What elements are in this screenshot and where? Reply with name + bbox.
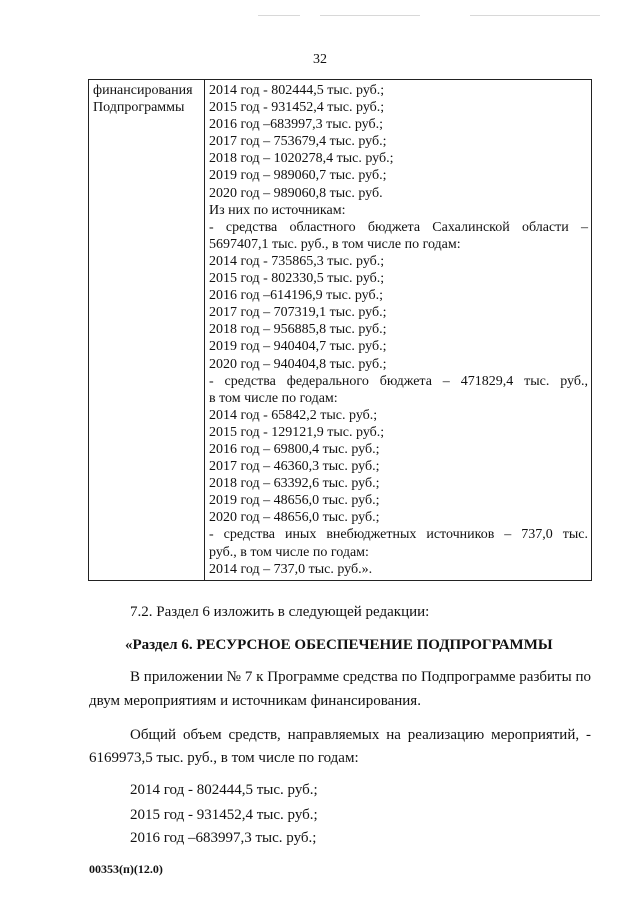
table-label-cell — [89, 80, 205, 581]
value-line: - средства федерального бюджета – 471829,4 тыс. руб., — [209, 373, 588, 389]
year-amount-line: 2016 год –683997,3 тыс. руб.; — [130, 830, 317, 846]
label-line: Подпрограммы — [93, 100, 185, 116]
value-line: 2017 год – 753679,4 тыс. руб.; — [209, 134, 387, 150]
value-line: 2017 год – 46360,3 тыс. руб.; — [209, 459, 380, 475]
value-line: 2017 год – 707319,1 тыс. руб.; — [209, 305, 387, 321]
page-number: 32 — [313, 52, 327, 67]
year-amount-line: 2014 год - 802444,5 тыс. руб.; — [130, 782, 318, 798]
value-line: - средства иных внебюджетных источников – 737,0 тыс. — [209, 527, 588, 543]
value-line: 2015 год - 931452,4 тыс. руб.; — [209, 100, 385, 116]
value-line: 5697407,1 тыс. руб., в том числе по годам: — [209, 236, 461, 252]
paragraph-line: двум мероприятиям и источникам финансирования. — [89, 693, 421, 709]
value-line: 2016 год – 69800,4 тыс. руб.; — [209, 441, 380, 457]
value-line: 2019 год – 940404,7 тыс. руб.; — [209, 339, 387, 355]
scan-artifact-line — [320, 15, 420, 16]
paragraph-line: Общий объем средств, направляемых на реализацию мероприятий, - — [130, 727, 591, 743]
value-line: в том числе по годам: — [209, 390, 338, 406]
value-line: - средства областного бюджета Сахалинской области – — [209, 219, 588, 235]
paragraph-line: В приложении № 7 к Программе средства по Подпрограмме разбиты по — [130, 669, 591, 685]
value-line: 2020 год – 940404,8 тыс. руб.; — [209, 356, 387, 372]
paragraph-line: 6169973,5 тыс. руб., в том числе по годам: — [89, 750, 359, 766]
value-line: 2014 год - 65842,2 тыс. руб.; — [209, 407, 378, 423]
value-line: 2020 год – 989060,8 тыс. руб. — [209, 185, 383, 201]
scan-artifact-line — [470, 15, 600, 16]
value-line: 2015 год - 802330,5 тыс. руб.; — [209, 271, 385, 287]
year-amount-line: 2015 год - 931452,4 тыс. руб.; — [130, 807, 318, 823]
value-line: 2018 год – 956885,8 тыс. руб.; — [209, 322, 387, 338]
value-line: 2018 год – 1020278,4 тыс. руб.; — [209, 151, 394, 167]
value-line: 2015 год - 129121,9 тыс. руб.; — [209, 424, 385, 440]
table-row — [89, 80, 592, 581]
funding-table — [88, 79, 592, 581]
amendment-item: 7.2. Раздел 6 изложить в следующей редакции: — [130, 604, 430, 620]
value-line: руб., в том числе по годам: — [209, 544, 369, 560]
value-line: 2018 год – 63392,6 тыс. руб.; — [209, 476, 380, 492]
value-line: 2016 год –683997,3 тыс. руб.; — [209, 117, 383, 133]
document-code: 00353(п)(12.0) — [89, 862, 163, 876]
value-line: 2016 год –614196,9 тыс. руб.; — [209, 288, 383, 304]
table-value-cell — [205, 80, 592, 581]
value-line: 2014 год - 802444,5 тыс. руб.; — [209, 83, 385, 98]
label-line: финансирования — [93, 83, 193, 98]
value-line: 2019 год – 48656,0 тыс. руб.; — [209, 493, 380, 509]
value-line: 2020 год – 48656,0 тыс. руб.; — [209, 510, 380, 526]
section-heading: «Раздел 6. РЕСУРСНОЕ ОБЕСПЕЧЕНИЕ ПОДПРОГРАММЫ — [125, 637, 553, 653]
value-line: 2014 год – 737,0 тыс. руб.». — [209, 561, 373, 577]
value-line: 2014 год - 735865,3 тыс. руб.; — [209, 253, 385, 269]
value-line: 2019 год – 989060,7 тыс. руб.; — [209, 168, 387, 184]
scan-artifact-line — [258, 15, 300, 16]
value-line: Из них по источникам: — [209, 202, 346, 218]
